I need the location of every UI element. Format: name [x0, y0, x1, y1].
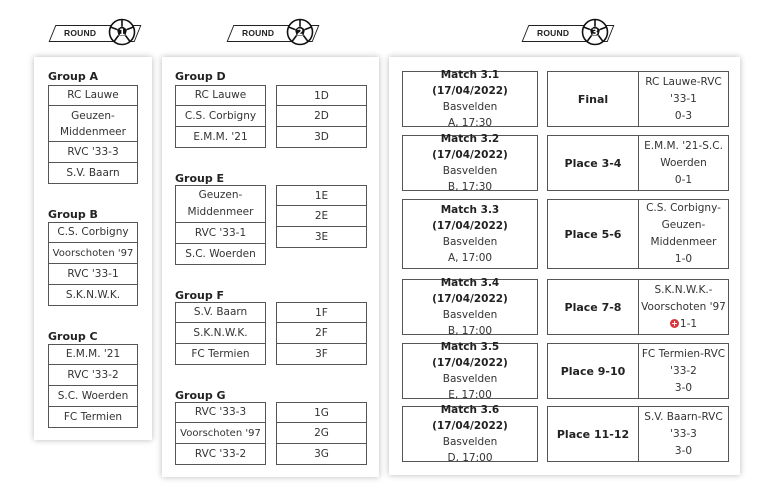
- team-cell: RC Lauwe: [49, 85, 137, 106]
- match-score-row: [640, 316, 727, 333]
- match-3-4-info: [402, 279, 538, 335]
- slot-cell: 3D: [277, 127, 366, 148]
- match-title: Match 3.5 (17/04/2022): [432, 341, 508, 369]
- match-teams: C.S. Corbigny-Geuzen-Middenmeer: [646, 202, 721, 248]
- slot-cell: 3E: [277, 227, 366, 248]
- red-card-icon: +: [671, 319, 678, 328]
- match-3-6-info: [402, 406, 538, 462]
- round-2-label: ROUND: [242, 28, 275, 38]
- group-a-team-list: [48, 85, 138, 184]
- group-f-title: Group F: [175, 289, 225, 302]
- team-cell: RVC '33-2: [49, 365, 137, 386]
- slot-cell: 2E: [277, 206, 366, 227]
- group-c-title: Group C: [48, 330, 98, 343]
- team-cell: S.K.N.W.K.: [49, 285, 137, 306]
- match-venue: Basvelden: [442, 309, 498, 321]
- team-cell: Voorschoten '97: [176, 423, 265, 444]
- group-d-slot-list: [276, 85, 367, 148]
- match-score: 3-0: [674, 444, 693, 457]
- team-cell: FC Termien: [176, 344, 265, 365]
- team-cell: E.M.M. '21: [176, 127, 265, 148]
- round-1-panel: [34, 57, 152, 440]
- match-score: 1-0: [674, 253, 693, 265]
- match-place: Place 11-12: [548, 407, 639, 461]
- match-score: 3-0: [674, 381, 693, 394]
- team-cell: C.S. Corbigny: [49, 222, 137, 243]
- group-e-title: Group E: [175, 172, 225, 185]
- match-place: Place 3-4: [548, 136, 639, 190]
- match-field-time: D, 17:00: [447, 452, 493, 464]
- match-place: Place 7-8: [548, 280, 639, 334]
- slot-cell: 3G: [277, 444, 366, 465]
- group-f-team-list: [175, 302, 266, 365]
- round-1-number: 1: [118, 28, 126, 38]
- match-3-6-result: [547, 406, 729, 462]
- match-teams: E.M.M. '21-S.C. Woerden: [644, 139, 723, 169]
- round-2-panel: [162, 57, 379, 477]
- match-score: 0-3: [674, 109, 693, 122]
- group-b-title: Group B: [48, 208, 98, 221]
- match-3-3-result: [547, 199, 729, 269]
- match-title: Match 3.1 (17/04/2022): [432, 69, 508, 97]
- soccer-ball-icon: [108, 18, 136, 46]
- match-title: Match 3.2 (17/04/2022): [432, 133, 508, 161]
- match-field-time: B, 17:00: [447, 325, 493, 337]
- slot-cell: 1G: [277, 402, 366, 423]
- team-cell: S.V. Baarn: [49, 163, 137, 184]
- group-g-slot-list: [276, 402, 367, 465]
- match-venue: Basvelden: [442, 101, 498, 113]
- team-cell: Voorschoten '97: [49, 243, 137, 264]
- team-cell: S.V. Baarn: [176, 302, 265, 323]
- group-f-slot-list: [276, 302, 367, 365]
- match-3-3-info: [402, 199, 538, 269]
- match-3-5-result: [547, 343, 729, 399]
- match-venue: Basvelden: [442, 436, 498, 448]
- team-cell: FC Termien: [49, 407, 137, 428]
- match-place: Place 5-6: [548, 200, 639, 268]
- match-score: 0-1: [674, 173, 693, 186]
- group-e-slot-list: [276, 185, 367, 248]
- group-g-team-list: [175, 402, 266, 465]
- soccer-ball-icon: [286, 18, 314, 46]
- group-b-team-list: [48, 222, 138, 306]
- group-d-title: Group D: [175, 70, 226, 83]
- team-cell: S.C. Woerden: [49, 386, 137, 407]
- team-cell: Geuzen-Middenmeer: [49, 106, 137, 142]
- match-field-time: A, 17:00: [447, 252, 493, 264]
- match-3-2-info: [402, 135, 538, 191]
- round-3-panel: [389, 57, 740, 475]
- slot-cell: 1F: [277, 302, 366, 323]
- round-1-label: ROUND: [64, 28, 97, 38]
- slot-cell: 3F: [277, 344, 366, 365]
- match-place: Place 9-10: [548, 344, 639, 398]
- team-cell: S.C. Woerden: [176, 244, 265, 265]
- slot-cell: 1E: [277, 185, 366, 206]
- slot-cell: 2F: [277, 323, 366, 344]
- soccer-ball-icon: [581, 18, 609, 46]
- team-cell: S.K.N.W.K.: [176, 323, 265, 344]
- group-a-title: Group A: [48, 70, 99, 83]
- team-cell: RVC '33-1: [49, 264, 137, 285]
- match-title: Match 3.4 (17/04/2022): [432, 277, 508, 305]
- round-3-number: 3: [591, 28, 599, 38]
- match-score: 1-1: [679, 317, 698, 330]
- slot-cell: 2D: [277, 106, 366, 127]
- match-teams: RC Lauwe-RVC '33-1: [645, 75, 722, 105]
- slot-cell: 2G: [277, 423, 366, 444]
- team-cell: RVC '33-3: [176, 402, 265, 423]
- team-cell: RC Lauwe: [176, 85, 265, 106]
- match-3-1-info: [402, 71, 538, 127]
- match-venue: Basvelden: [442, 165, 498, 177]
- match-teams: S.V. Baarn-RVC '33-3: [644, 410, 723, 440]
- match-teams: FC Termien-RVC '33-2: [641, 347, 726, 377]
- match-3-4-result: [547, 279, 729, 335]
- round-3-label: ROUND: [537, 28, 570, 38]
- match-venue: Basvelden: [442, 373, 498, 385]
- team-cell: Geuzen-Middenmeer: [176, 185, 265, 223]
- match-place: Final: [548, 72, 639, 126]
- team-cell: RVC '33-3: [49, 142, 137, 163]
- match-3-1-result: [547, 71, 729, 127]
- match-field-time: A, 17:30: [447, 117, 493, 129]
- team-cell: RVC '33-1: [176, 223, 265, 244]
- slot-cell: 1D: [277, 85, 366, 106]
- match-title: Match 3.6 (17/04/2022): [432, 404, 508, 432]
- match-field-time: E, 17:00: [448, 389, 492, 401]
- group-e-team-list: [175, 185, 266, 265]
- match-title: Match 3.3 (17/04/2022): [432, 204, 508, 232]
- team-cell: E.M.M. '21: [49, 344, 137, 365]
- team-cell: C.S. Corbigny: [176, 106, 265, 127]
- match-venue: Basvelden: [442, 236, 498, 248]
- group-c-team-list: [48, 344, 138, 428]
- match-3-5-info: [402, 343, 538, 399]
- match-teams: S.K.N.W.K.-Voorschoten '97: [641, 283, 726, 313]
- team-cell: RVC '33-2: [176, 444, 265, 465]
- match-field-time: B, 17:30: [447, 181, 493, 193]
- group-g-title: Group G: [175, 389, 226, 402]
- match-3-2-result: [547, 135, 729, 191]
- group-d-team-list: [175, 85, 266, 148]
- round-2-number: 2: [296, 28, 304, 38]
